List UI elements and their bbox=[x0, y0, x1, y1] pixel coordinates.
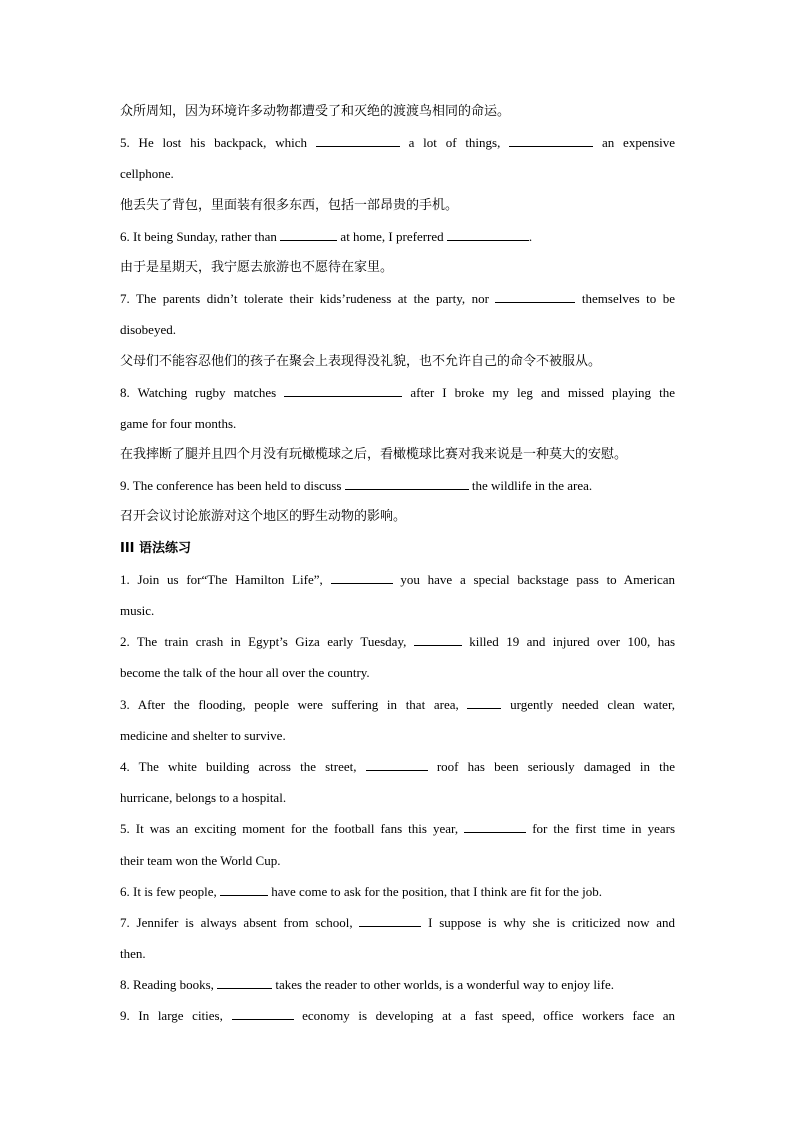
item-7-sentence bbox=[120, 283, 675, 314]
item-7-translation: 父母们不能容忍他们的孩子在聚会上表现得没礼貌，也不允许自己的命令不被服从。 bbox=[120, 353, 602, 369]
item-5-translation: 他丢失了背包，里面装有很多东西，包括一部昂贵的手机。 bbox=[120, 197, 459, 213]
answer-blank[interactable] bbox=[467, 697, 501, 709]
item-5-continuation: cellphone. bbox=[120, 166, 174, 182]
grammar-5-text-a: 5. It was an exciting moment for the football fans this year, bbox=[120, 821, 459, 837]
item-5-text-a: 5. He lost his backpack, which bbox=[120, 135, 307, 151]
grammar-9-text-a: 9. In large cities, bbox=[120, 1008, 223, 1024]
grammar-2-text-a: 2. The train crash in Egypt’s Giza early Tuesday, bbox=[120, 634, 407, 650]
item-5-text-c: an expensive bbox=[601, 135, 676, 151]
answer-blank[interactable] bbox=[217, 977, 272, 989]
document-page bbox=[120, 96, 675, 1032]
grammar-6-text-b: have come to ask for the position, that I think are fit for the job. bbox=[271, 883, 602, 899]
grammar-8-text-a: 8. Reading books, bbox=[120, 977, 214, 993]
answer-blank[interactable] bbox=[331, 572, 393, 584]
grammar-5-text-b: for the first time in years bbox=[532, 821, 676, 837]
grammar-item-5-continuation: their team won the World Cup. bbox=[120, 852, 281, 868]
grammar-4-text-a: 4. The white building across the street, bbox=[120, 758, 357, 774]
item-8-translation: 在我摔断了腿并且四个月没有玩橄榄球之后，看橄榄球比赛对我来说是一种莫大的安慰。 bbox=[120, 447, 628, 463]
answer-blank[interactable] bbox=[509, 135, 593, 147]
grammar-item-7-continuation: then. bbox=[120, 946, 146, 962]
grammar-9-text-b: economy is developing at a fast speed, office workers face an bbox=[302, 1008, 676, 1024]
grammar-item-2-continuation: become the talk of the hour all over the country. bbox=[120, 665, 370, 681]
answer-blank[interactable] bbox=[316, 135, 400, 147]
grammar-2-text-b: killed 19 and injured over 100, has bbox=[469, 634, 676, 650]
answer-blank[interactable] bbox=[280, 229, 337, 241]
item-8-text-a: 8. Watching rugby matches bbox=[120, 384, 277, 400]
item-7-text-a: 7. The parents didn’t tolerate their kids’rudeness at the party, nor bbox=[120, 291, 489, 307]
grammar-item-3-continuation: medicine and shelter to survive. bbox=[120, 727, 286, 743]
answer-blank[interactable] bbox=[345, 478, 469, 490]
grammar-item-1-continuation: music. bbox=[120, 603, 155, 618]
grammar-1-text-a: 1. Join us for“The Hamilton Life”, bbox=[120, 571, 323, 587]
grammar-item-8 bbox=[120, 969, 675, 1000]
item-9-translation: 召开会议讨论旅游对这个地区的野生动物的影响。 bbox=[120, 509, 407, 525]
grammar-item-7 bbox=[120, 907, 675, 938]
answer-blank[interactable] bbox=[232, 1008, 294, 1020]
item-8-text-b: after I broke my leg and missed playing the bbox=[410, 384, 676, 400]
item-9-sentence bbox=[120, 470, 675, 501]
item-9-text-b: the wildlife in the area. bbox=[471, 478, 593, 494]
answer-blank[interactable] bbox=[464, 821, 526, 833]
item-4-translation: 众所周知，因为环境许多动物都遭受了和灭绝的渡渡鸟相同的命运。 bbox=[120, 104, 511, 119]
item-5-sentence bbox=[120, 127, 675, 158]
grammar-item-4 bbox=[120, 751, 675, 782]
item-9-text-a: 9. The conference has been held to discuss bbox=[120, 478, 342, 494]
item-5-text-b: a lot of things, bbox=[408, 135, 501, 151]
answer-blank[interactable] bbox=[447, 229, 529, 241]
grammar-7-text-a: 7. Jennifer is always absent from school, bbox=[120, 914, 353, 930]
item-6-text-b: at home, I preferred bbox=[340, 228, 444, 244]
grammar-item-1 bbox=[120, 564, 675, 595]
item-6-translation: 由于是星期天，我宁愿去旅游也不愿待在家里。 bbox=[120, 259, 394, 275]
grammar-3-text-b: urgently needed clean water, bbox=[510, 696, 676, 712]
section-heading: III 语法练习 bbox=[120, 540, 192, 556]
answer-blank[interactable] bbox=[414, 634, 462, 646]
grammar-item-2 bbox=[120, 626, 675, 657]
grammar-7-text-b: I suppose is why she is criticized now and bbox=[428, 914, 676, 930]
grammar-item-5 bbox=[120, 813, 675, 844]
grammar-4-text-b: roof has been seriously damaged in the bbox=[436, 758, 676, 774]
item-6-text-a: 6. It being Sunday, rather than bbox=[120, 228, 277, 244]
answer-blank[interactable] bbox=[495, 291, 575, 303]
grammar-6-text-a: 6. It is few people, bbox=[120, 883, 217, 899]
grammar-item-6 bbox=[120, 876, 675, 907]
item-6-sentence bbox=[120, 221, 675, 252]
grammar-item-3 bbox=[120, 689, 675, 720]
grammar-3-text-a: 3. After the flooding, people were suffering in that area, bbox=[120, 696, 459, 712]
item-6-text-c: . bbox=[528, 228, 533, 244]
item-7-continuation: disobeyed. bbox=[120, 322, 176, 338]
grammar-1-text-b: you have a special backstage pass to American bbox=[400, 571, 676, 587]
item-8-sentence bbox=[120, 377, 675, 408]
item-7-text-b: themselves to be bbox=[581, 291, 676, 307]
answer-blank[interactable] bbox=[359, 915, 421, 927]
grammar-item-9 bbox=[120, 1000, 675, 1031]
grammar-8-text-b: takes the reader to other worlds, is a wonderful way to enjoy life. bbox=[275, 977, 615, 993]
grammar-item-4-continuation: hurricane, belongs to a hospital. bbox=[120, 790, 287, 806]
item-8-continuation: game for four months. bbox=[120, 415, 237, 431]
answer-blank[interactable] bbox=[220, 884, 268, 896]
answer-blank[interactable] bbox=[366, 759, 428, 771]
answer-blank[interactable] bbox=[284, 385, 402, 397]
